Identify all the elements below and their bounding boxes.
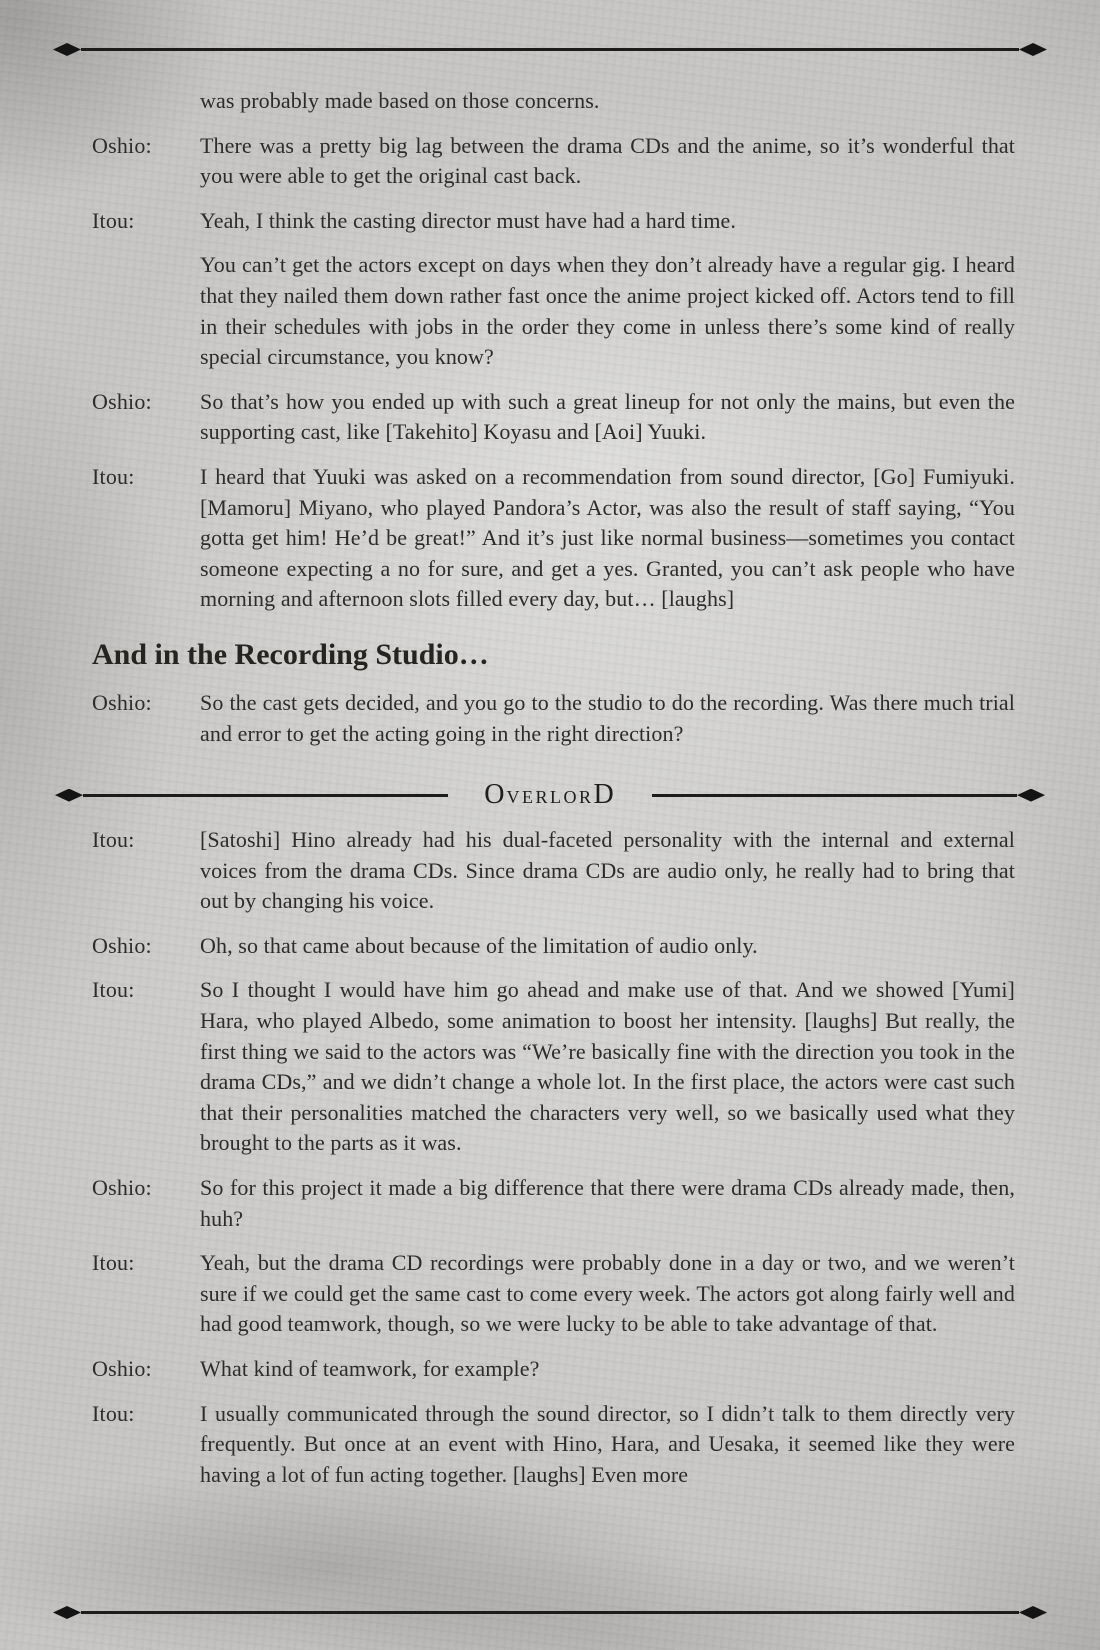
dialogue-text: You can’t get the actors except on days when they don’t already have a regular gig. I heard that they nailed them down rather fast once the anime project kicked off. Actors tend to fill in their schedules with jobs in the order they come in unless there’s some kind of really special circumstance, you know? bbox=[200, 252, 1015, 370]
speaker-label: Oshio: bbox=[92, 132, 152, 158]
speaker-label bbox=[92, 86, 200, 117]
dialogue-text: So I thought I would have him go ahead and make use of that. And we showed [Yumi] Hara, who played Albedo, some animation to boost her intensity. [laughs] But really, the first thing we said to the actors was “We’re basically fine with the direction you took in the drama CDs,” and we didn’t change a whole lot. In the first place, the actors were cast such that their personalities matched the characters very well, so we basically used what they brought to the parts as it was. bbox=[200, 977, 1015, 1156]
speaker-label: Itou: bbox=[92, 827, 135, 853]
section-heading: And in the Recording Studio… bbox=[92, 637, 489, 671]
dialogue-text: There was a pretty big lag between the drama CDs and the anime, so it’s wonderful that you were able to get the original cast back. bbox=[200, 132, 1015, 189]
speaker-label: Itou: bbox=[92, 1400, 135, 1426]
dialogue-text: was probably made based on those concerns. bbox=[200, 88, 600, 113]
dialogue-row bbox=[92, 206, 1015, 237]
dialogue-row bbox=[92, 825, 1015, 917]
divider-letter-first: O bbox=[484, 779, 507, 811]
speaker-label bbox=[92, 250, 200, 372]
top-rule bbox=[53, 43, 1047, 56]
dialogue-row bbox=[92, 131, 1015, 192]
diamond-ornament bbox=[1019, 1606, 1047, 1619]
dialogue-text: I usually communicated through the sound director, so I didn’t talk to them directly very frequently. But once at an event with Hino, Hara, and Uesaka, it seemed like they were having a lot of fun acting together. [laughs] Even more bbox=[200, 1400, 1015, 1487]
overlord-divider bbox=[55, 781, 1045, 809]
dialogue-text: Yeah, but the drama CD recordings were probably done in a day or two, and we weren’t sure if we could get the same cast to come every week. The actors got along fairly well and had good teamwork, though, so we were lucky to be able to take advantage of that. bbox=[200, 1250, 1015, 1337]
speaker-label: Oshio: bbox=[92, 388, 152, 414]
speaker-label: Oshio: bbox=[92, 689, 152, 715]
divider-label bbox=[448, 781, 651, 809]
dialogue-text: [Satoshi] Hino already had his dual-faceted personality with the internal and external voices from the drama CDs. Since drama CDs are audio only, he really had to bring that out by changing his voice. bbox=[200, 827, 1015, 914]
speaker-label: Itou: bbox=[92, 1250, 135, 1276]
dialogue-row bbox=[92, 1354, 1015, 1385]
dialogue-text: I heard that Yuuki was asked on a recommendation from sound director, [Go] Fumiyuki. [Mamoru] Miyano, who played Pandora’s Actor, was also the result of staff saying, “You gotta get him! He’d be great!” And it’s just like normal business—sometimes you contact someone expecting a no for sure, and get a yes. Granted, you can’t ask people who have morning and afternoon slots filled every day, but… [laughs] bbox=[200, 463, 1015, 612]
dialogue-row bbox=[92, 1173, 1015, 1234]
rule-line bbox=[81, 48, 1019, 51]
dialogue-row bbox=[92, 1399, 1015, 1491]
dialogue-text: What kind of teamwork, for example? bbox=[200, 1356, 540, 1381]
speaker-label: Oshio: bbox=[92, 932, 152, 958]
dialogue-row bbox=[92, 1248, 1015, 1340]
speaker-label: Itou: bbox=[92, 977, 135, 1003]
divider-letter-last: D bbox=[593, 779, 616, 811]
diamond-ornament bbox=[55, 789, 83, 802]
rule-line bbox=[652, 794, 1017, 797]
diamond-ornament bbox=[53, 43, 81, 56]
diamond-ornament bbox=[1019, 43, 1047, 56]
dialogue-text: Yeah, I think the casting director must have had a hard time. bbox=[200, 207, 737, 233]
divider-letters-middle: verlor bbox=[506, 780, 594, 810]
dialogue-row bbox=[92, 688, 1015, 749]
diamond-ornament bbox=[1017, 789, 1045, 802]
speaker-label: Oshio: bbox=[92, 1356, 152, 1381]
dialogue-text: Oh, so that came about because of the limitation of audio only. bbox=[200, 932, 758, 958]
speaker-label: Itou: bbox=[92, 207, 135, 233]
rule-line bbox=[83, 794, 448, 797]
dialogue-row bbox=[92, 462, 1015, 615]
diamond-ornament bbox=[53, 1606, 81, 1619]
dialogue-row bbox=[92, 250, 1015, 372]
dialogue-row bbox=[92, 86, 1015, 117]
speaker-label: Itou: bbox=[92, 463, 135, 489]
dialogue-text: So for this project it made a big difference that there were drama CDs already made, then, huh? bbox=[200, 1175, 1015, 1231]
speaker-label: Oshio: bbox=[92, 1175, 152, 1201]
interview-content bbox=[92, 86, 1015, 1504]
dialogue-row bbox=[92, 387, 1015, 448]
dialogue-text: So the cast gets decided, and you go to the studio to do the recording. Was there much trial and error to get the acting going in the right direction? bbox=[200, 689, 1015, 746]
rule-line bbox=[81, 1611, 1019, 1614]
dialogue-row bbox=[92, 975, 1015, 1159]
dialogue-row bbox=[92, 931, 1015, 962]
bottom-rule bbox=[53, 1606, 1047, 1619]
dialogue-text: So that’s how you ended up with such a great lineup for not only the mains, but even the supporting cast, like [Takehito] Koyasu and [Aoi] Yuuki. bbox=[200, 388, 1015, 445]
